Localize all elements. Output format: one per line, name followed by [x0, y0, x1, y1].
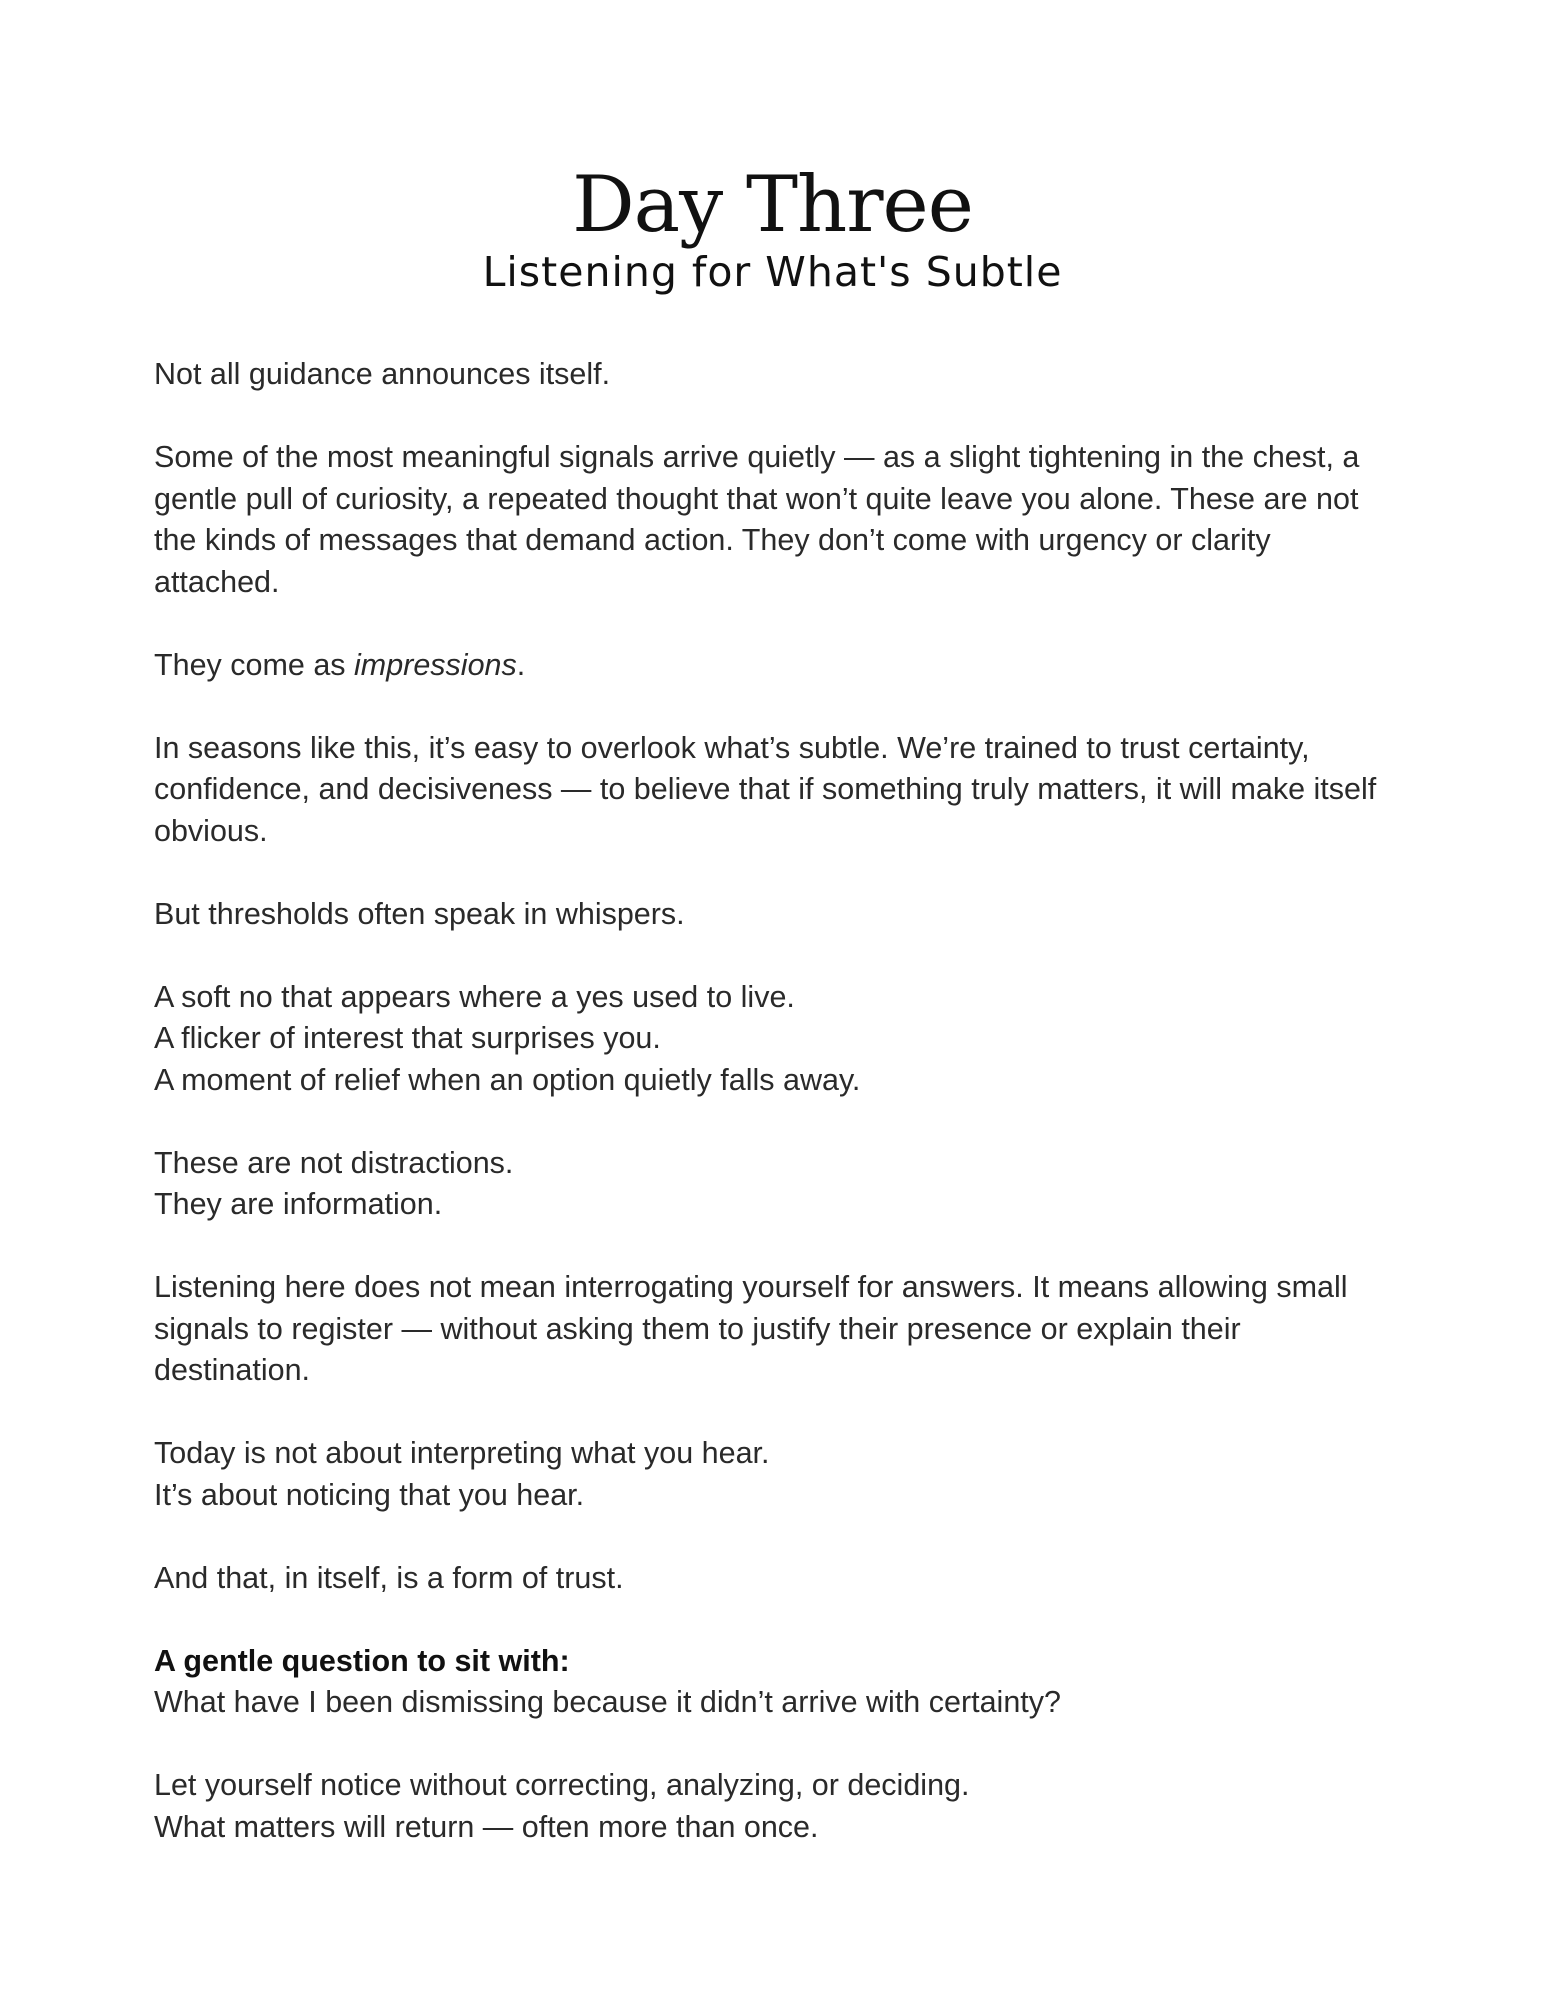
today-line: Today is not about interpreting what you hear. [154, 1436, 770, 1470]
impressions-emphasis: impressions [354, 647, 517, 682]
example-line: A flicker of interest that surprises you. [154, 1021, 661, 1055]
paragraph-thresholds: But thresholds often speak in whispers. [154, 896, 685, 931]
paragraph-listening: Listening here does not mean interrogating yourself for answers. It means allowing small signals to register — without asking them to justify their presence or explain their destination. [154, 1270, 1348, 1387]
paragraph-information [154, 1143, 1394, 1226]
today-line: It’s about noticing that you hear. [154, 1477, 585, 1512]
question-block [154, 1641, 1394, 1724]
impressions-before: They come as [154, 647, 355, 682]
information-line: These are not distractions. [154, 1145, 514, 1180]
closing-line: Let yourself notice without correcting, analyzing, or deciding. [154, 1768, 970, 1802]
closing-line: What matters will return — often more than once. [154, 1809, 819, 1844]
paragraph-examples [154, 977, 1394, 1102]
paragraph-signals: Some of the most meaningful signals arrive quietly — as a slight tightening in the chest, a gentle pull of curiosity, a repeated thought that won’t quite leave you alone. These are not the kinds of messages that demand action. They don’t come with urgency or clarity attached. [154, 440, 1360, 599]
paragraph-trust: And that, in itself, is a form of trust. [154, 1560, 624, 1595]
question-text: What have I been dismissing because it didn’t arrive with certainty? [154, 1685, 1061, 1719]
paragraph-intro: Not all guidance announces itself. [154, 357, 611, 391]
impressions-after: . [516, 647, 526, 682]
page-title: Day Three [572, 160, 973, 250]
closing-block [154, 1765, 1394, 1848]
page-subtitle: Listening for What's Subtle [482, 248, 1063, 296]
question-label: A gentle question to sit with: [154, 1643, 570, 1678]
example-line: A soft no that appears where a yes used to live. [154, 979, 795, 1014]
paragraph-today [154, 1433, 1394, 1516]
information-line: They are information. [154, 1187, 443, 1221]
paragraph-impressions [154, 645, 1394, 687]
paragraph-seasons: In seasons like this, it’s easy to overlook what’s subtle. We’re trained to trust certainty, confidence, and decisiveness — to believe that if something truly matters, it will make itself obvious. [154, 730, 1377, 848]
example-line: A moment of relief when an option quietly falls away. [154, 1062, 861, 1097]
body-text [154, 354, 1394, 1848]
